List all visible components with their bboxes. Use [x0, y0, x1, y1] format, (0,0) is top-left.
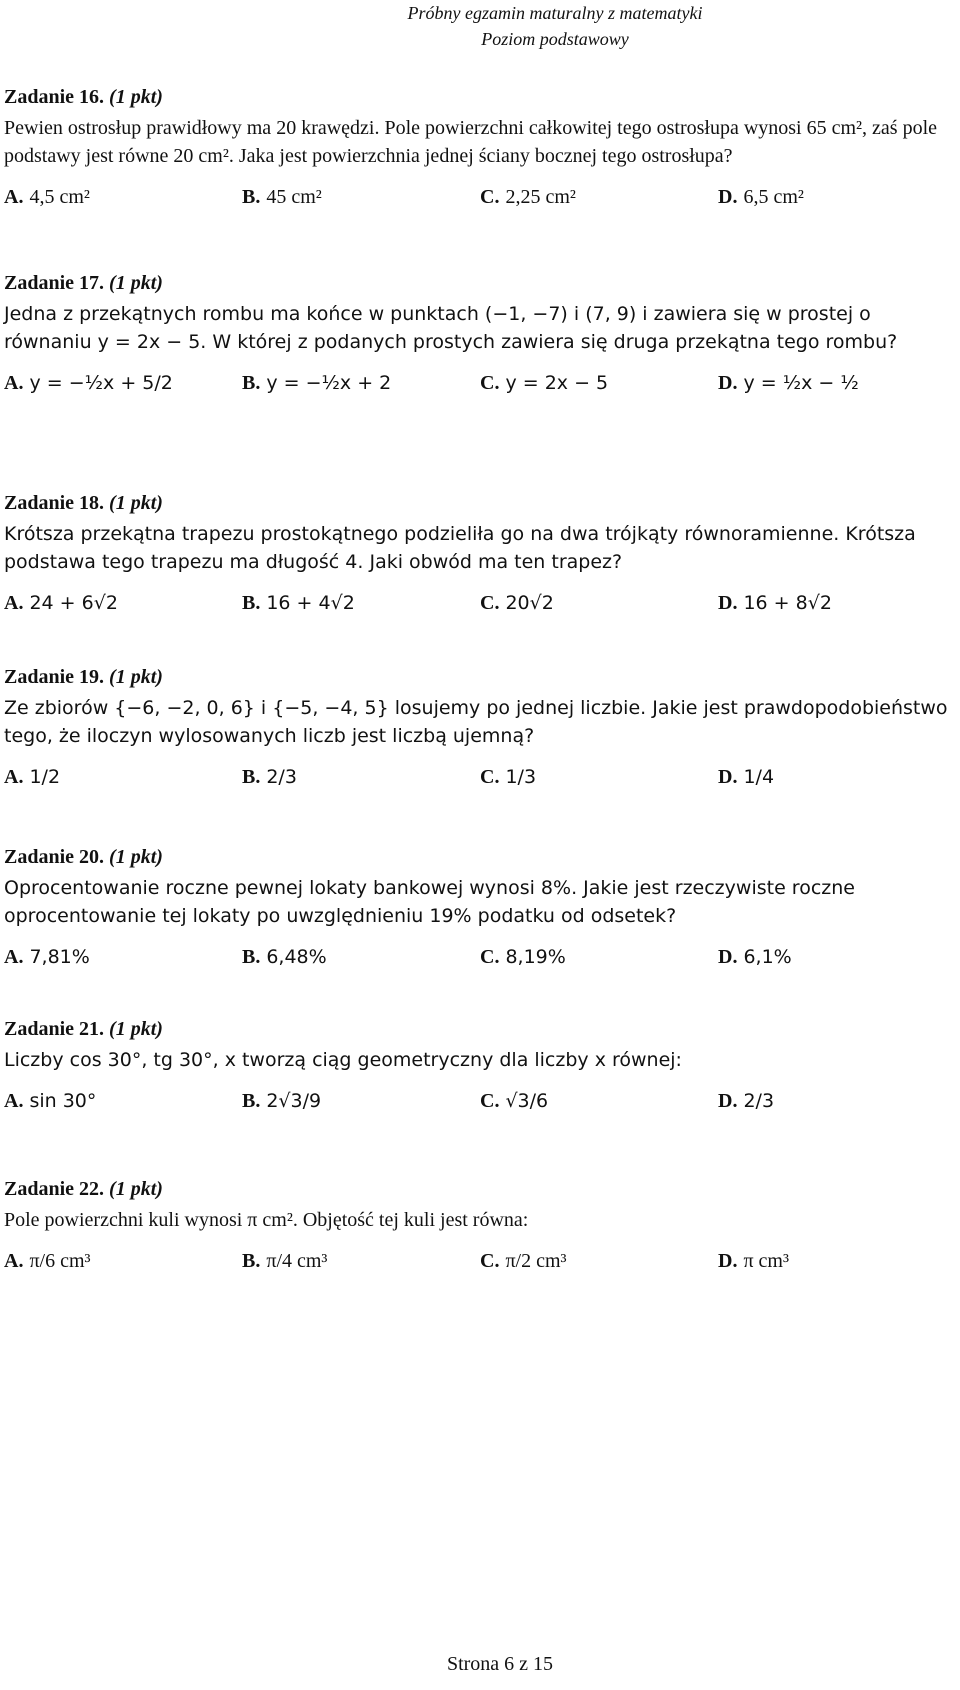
answer-a[interactable]: A. y = −½x + 5/2 [4, 371, 173, 394]
answer-row [4, 760, 956, 794]
task-20 [4, 844, 956, 974]
answer-row [4, 366, 956, 400]
task-19 [4, 664, 956, 794]
answer-row [4, 180, 956, 214]
task-21 [4, 1016, 956, 1118]
task-18 [4, 490, 956, 620]
page-header [0, 0, 960, 52]
answer-a[interactable]: A. 4,5 cm² [4, 185, 90, 208]
header-title: Próbny egzamin maturalny z matematyki [407, 3, 703, 23]
answer-row [4, 940, 956, 974]
answer-d[interactable]: D. 16 + 8√2 [718, 591, 832, 614]
answer-c[interactable]: C. √3/6 [480, 1089, 549, 1112]
task-title: Zadanie 17. (1 pkt) [4, 272, 163, 294]
task-title: Zadanie 22. (1 pkt) [4, 1178, 163, 1200]
answer-d[interactable]: D. 6,5 cm² [718, 185, 804, 208]
task-title: Zadanie 21. (1 pkt) [4, 1018, 163, 1040]
task-title: Zadanie 19. (1 pkt) [4, 666, 163, 688]
answer-d[interactable]: D. 1/4 [718, 765, 775, 788]
answer-row [4, 1084, 956, 1118]
task-title: Zadanie 18. (1 pkt) [4, 492, 163, 514]
answer-b[interactable]: B. π/4 cm³ [242, 1249, 328, 1272]
task-body: Oprocentowanie roczne pewnej lokaty bankowej wynosi 8%. Jakie jest rzeczywiste roczne oprocentowanie tej lokaty po uwzględnieniu 19% podatku od odsetek? [4, 877, 855, 927]
task-body: Krótsza przekątna trapezu prostokątnego podzieliła go na dwa trójkąty równoramienne. Krótsza podstawa tego trapezu ma długość 4. Jaki obwód ma ten trapez? [4, 523, 916, 573]
answer-a[interactable]: A. 7,81% [4, 945, 90, 968]
answer-row [4, 586, 956, 620]
task-body: Ze zbiorów {−6, −2, 0, 6} i {−5, −4, 5} losujemy po jednej liczbie. Jakie jest prawdopodobieństwo tego, że iloczyn wylosowanych liczb jest liczbą ujemną? [4, 697, 948, 747]
task-body: Jedna z przekątnych rombu ma końce w punktach (−1, −7) i (7, 9) i zawiera się w prostej o równaniu y = 2x − 5. W której z podanych prostych zawiera się druga przekątna tego rombu? [4, 303, 898, 353]
answer-b[interactable]: B. 2/3 [242, 765, 297, 788]
answer-b[interactable]: B. 2√3/9 [242, 1089, 322, 1112]
answer-b[interactable]: B. 6,48% [242, 945, 327, 968]
task-title: Zadanie 16. (1 pkt) [4, 86, 163, 108]
answer-d[interactable]: D. y = ½x − ½ [718, 371, 859, 394]
answer-c[interactable]: C. 8,19% [480, 945, 566, 968]
task-body: Pole powierzchni kuli wynosi π cm². Objętość tej kuli jest równa: [4, 1209, 529, 1231]
header-level: Poziom podstawowy [481, 29, 629, 49]
answer-d[interactable]: D. 2/3 [718, 1089, 775, 1112]
answer-a[interactable]: A. 24 + 6√2 [4, 591, 118, 614]
task-22 [4, 1176, 956, 1278]
answer-c[interactable]: C. π/2 cm³ [480, 1249, 567, 1272]
answer-a[interactable]: A. sin 30° [4, 1089, 97, 1112]
task-16 [4, 84, 956, 214]
answer-b[interactable]: B. 16 + 4√2 [242, 591, 355, 614]
answer-row [4, 1244, 956, 1278]
answer-a[interactable]: A. 1/2 [4, 765, 61, 788]
task-body: Liczby cos 30°, tg 30°, x tworzą ciąg geometryczny dla liczby x równej: [4, 1049, 682, 1071]
answer-c[interactable]: C. 1/3 [480, 765, 537, 788]
answer-c[interactable]: C. 2,25 cm² [480, 185, 576, 208]
task-17 [4, 270, 956, 400]
answer-c[interactable]: C. 20√2 [480, 591, 554, 614]
task-body: Pewien ostrosłup prawidłowy ma 20 krawędzi. Pole powierzchni całkowitej tego ostrosłupa wynosi 65 cm², zaś pole podstawy jest równe 20 cm². Jaka jest powierzchnia jednej ściany bocznej tego ostrosłupa? [4, 117, 938, 167]
answer-c[interactable]: C. y = 2x − 5 [480, 371, 609, 394]
task-title: Zadanie 20. (1 pkt) [4, 846, 163, 868]
answer-b[interactable]: B. y = −½x + 2 [242, 371, 392, 394]
answer-d[interactable]: D. 6,1% [718, 945, 792, 968]
answer-a[interactable]: A. π/6 cm³ [4, 1249, 91, 1272]
answer-b[interactable]: B. 45 cm² [242, 185, 322, 208]
page-number: Strona 6 z 15 [446, 1653, 554, 1675]
answer-d[interactable]: D. π cm³ [718, 1249, 789, 1272]
